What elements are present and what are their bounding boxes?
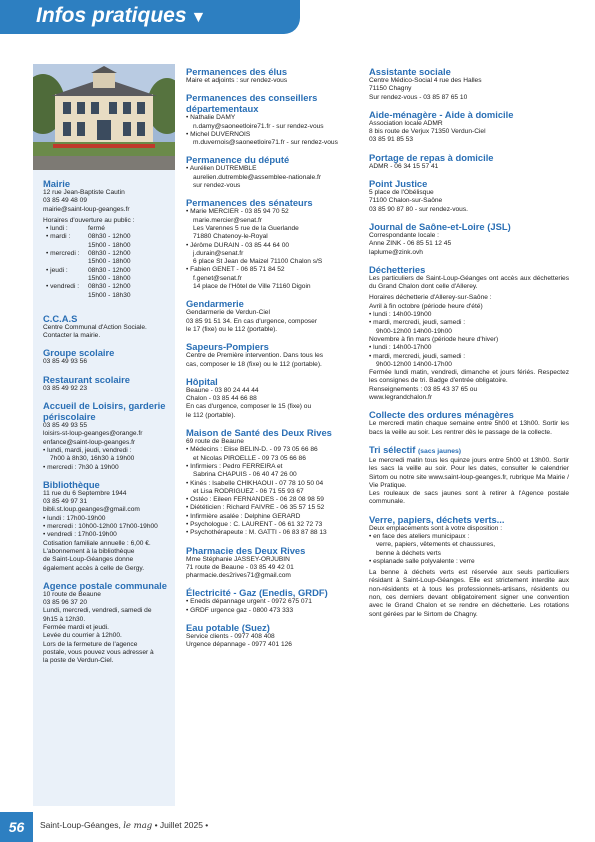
accueil-hours: • mercredi : 7h30 à 19h00: [43, 463, 119, 471]
mairie-hours-title: Horaires d'ouverture au public :: [43, 216, 135, 224]
section-decheteries: [369, 264, 569, 402]
maison-sante-line: • Ostéo : Eileen FERNANDES - 06 28 08 98 59: [186, 496, 324, 504]
agence-line: Lundi, mercredi, vendredi, samedi de: [43, 607, 152, 615]
decheteries-line: Horaires déchetterie d'Allerey-sur-Saône :: [369, 294, 492, 302]
agence-line: postale, vous pouvez vous adresser à: [43, 648, 154, 656]
groupe-scolaire-heading: Groupe scolaire: [43, 347, 115, 359]
eau-line: Urgence dépannage - 0977 401 126: [186, 641, 292, 649]
depute-heading: Permanence du député: [186, 154, 290, 166]
agence-line: 10 route de Beaune: [43, 590, 101, 598]
maison-sante-line: • Kinés : Isabelle CHIKHAOUI - 07 78 10 50 04: [186, 479, 324, 487]
decheteries-line: Avril à fin octobre (période heure d'été): [369, 302, 483, 310]
eau-line: Service clients - 0977 408 408: [186, 633, 275, 641]
maison-sante-line: Sabrina CHAPUIS - 06 40 47 26 00: [193, 471, 297, 479]
maison-sante-line: • Médecins : Elise BELIN-D. - 09 73 05 66 86: [186, 446, 318, 454]
pharmacie-heading: Pharmacie des Deux Rives: [186, 544, 306, 556]
assistante-line: 71150 Chagny: [369, 85, 412, 93]
pharmacie-email[interactable]: pharmacie.des2rives71@gmail.com: [186, 572, 291, 580]
section-electricite: [186, 587, 360, 615]
restaurant-phone: 03 85 49 92 23: [43, 384, 87, 392]
pharmacie-line: 71 route de Beaune - 03 85 49 42 01: [186, 563, 294, 571]
section-journal: [369, 221, 569, 257]
section-ccas: [43, 313, 169, 341]
senateurs-line: • Fabien GENET - 06 85 71 84 52: [186, 266, 285, 274]
decheteries-line: Novembre à fin mars (période heure d'hiver): [369, 335, 499, 343]
aide-heading: Aide-ménagère - Aide à domicile: [369, 108, 514, 120]
verre-line: Deux emplacements sont à votre disposition :: [369, 524, 503, 532]
hopital-heading: Hôpital: [186, 375, 218, 387]
journal-heading: Journal de Saône-et-Loire (JSL): [369, 220, 511, 232]
mairie-heading: Mairie: [43, 178, 71, 189]
senateurs-line: Les Varennes 5 rue de la Guerlande: [193, 224, 299, 232]
footer-town: Saint-Loup-Géanges,: [40, 820, 121, 830]
verre-line: verre, papiers, vêtements et chaussures,: [376, 541, 496, 549]
senateurs-line: • Jérôme DURAIN - 03 85 44 64 00: [186, 241, 290, 249]
agence-line: la poste de Verdun-Ciel.: [43, 657, 114, 665]
senateurs-heading: Permanences des sénateurs: [186, 197, 313, 209]
triangle-down-icon: ▼: [190, 9, 207, 26]
section-senateurs: [186, 197, 360, 291]
decheteries-line: • lundi : 14h00-19h00: [369, 311, 432, 319]
decheteries-line: • mardi, mercredi, jeudi, samedi :: [369, 319, 466, 327]
mairie-hours-table: [43, 225, 169, 300]
ccas-line: Centre Communal d'Action Sociale.: [43, 323, 147, 331]
hours-day: • lundi :: [46, 225, 68, 233]
hopital-line: le 112 (portable).: [186, 411, 236, 419]
ccas-line: Contacter la mairie.: [43, 332, 101, 340]
decheteries-website-link[interactable]: www.legrandchalon.fr: [369, 394, 433, 402]
hopital-line: Beaune - 03 80 24 44 44: [186, 386, 259, 394]
footer-date: • Juillet 2025 •: [154, 820, 209, 830]
section-tri-selectif: [369, 444, 569, 507]
depute-line: sur rendez-vous: [193, 182, 241, 190]
footer-mag-logo: le mag: [123, 821, 153, 831]
hours-time: 15h00 - 18h00: [88, 258, 131, 266]
accueil-email[interactable]: loisirs-st-loup-geanges@orange.fr: [43, 430, 143, 438]
senateurs-line: • Marie MERCIER - 03 85 94 70 52: [186, 208, 289, 216]
hours-time: 08h30 - 12h00: [88, 266, 131, 274]
bibliotheque-line: également accès à celle de Gergy.: [43, 564, 145, 572]
mairie-phone: 03 85 49 48 09: [43, 197, 87, 205]
column-left: [33, 64, 175, 806]
bibliotheque-line: de Saint-Loup-Géanges donne: [43, 556, 134, 564]
maison-sante-line: et Nicolas PIROELLE - 09 73 05 66 86: [193, 454, 306, 462]
section-gendarmerie: [186, 298, 360, 334]
section-hopital: [186, 376, 360, 420]
eau-heading: Eau potable (Suez): [186, 622, 270, 634]
verre-heading: Verre, papiers, déchets verts...: [369, 513, 505, 525]
bibliotheque-line: • lundi : 17h00-19h00: [43, 514, 106, 522]
column-right: [369, 66, 569, 626]
mairie-address: 12 rue Jean-Baptiste Cautin: [43, 189, 125, 196]
decheteries-intro: Les particuliers de Saint-Loup-Géanges ont accès aux déchetteries du Grand Chalon dont celle d'Allerey.: [369, 274, 569, 291]
pompiers-heading: Sapeurs-Pompiers: [186, 341, 269, 353]
bibliotheque-line: Cotisation familiale annuelle : 6,00 €.: [43, 539, 151, 547]
restaurant-heading: Restaurant scolaire: [43, 373, 131, 385]
agence-line: 9h15 à 12h30.: [43, 615, 86, 623]
section-pharmacie: [186, 545, 360, 581]
elus-heading: Permanences des élus: [186, 66, 288, 77]
tri-text: Les rouleaux de sacs jaunes sont à retirer à l'Agence postale communale.: [369, 490, 569, 506]
point-justice-line: 5 place de l'Obélisque: [369, 189, 434, 197]
hours-day: • jeudi :: [46, 266, 68, 274]
tri-text: Le mercredi matin tous les quinze jours entre 5h00 et 13h00. Sortir les sacs la veille au soir. Pour les dates, consulter le calendrier Sirtom ou notre site www.saint-loup-geanges.fr, rubrique Ma Mairie / Vie Pratique.: [369, 456, 569, 489]
conseillers-line: • Michel DUVERNOIS: [186, 130, 251, 138]
ccas-heading: C.C.A.S: [43, 312, 78, 324]
hours-day: • mardi :: [46, 233, 71, 241]
accueil-heading: Accueil de Loisirs, garderie: [43, 400, 166, 412]
section-groupe-scolaire: [43, 347, 169, 366]
electricite-line: • Enedis dépannage urgent - 0972 675 071: [186, 598, 312, 606]
journal-line: Correspondante locale :: [369, 231, 440, 239]
senateurs-email[interactable]: f.genet@senat.fr: [193, 274, 242, 282]
decheteries-line: 9h00-12h00 14h00-19h00: [376, 327, 452, 335]
hours-time: 15h00 - 18h00: [88, 241, 131, 249]
bibliotheque-line: L'abonnement à la bibliothèque: [43, 547, 135, 555]
conseillers-line: • Nathalie DAMY: [186, 114, 236, 122]
depute-line: • Aurélien DUTREMBLE: [186, 165, 257, 173]
hours-day: [46, 242, 88, 250]
hours-time: fermé: [88, 225, 105, 233]
assistante-line: Centre Médico-Social 4 rue des Halles: [369, 77, 482, 84]
senateurs-line: 6 place St Jean de Maizel 71100 Chalon s/S: [193, 258, 323, 266]
aide-line: Association locale ADMR: [369, 119, 443, 127]
maison-sante-line: • Diététicien : Richard FAIVRE - 06 35 57 15 52: [186, 504, 325, 512]
agence-line: Fermée mardi et jeudi.: [43, 623, 109, 631]
section-aide-menagere: [369, 109, 569, 145]
hours-time: 15h00 - 18h00: [88, 274, 131, 282]
bibliotheque-line: 11 rue du 6 Septembre 1944: [43, 489, 127, 497]
tri-title: Tri sélectif: [369, 443, 416, 455]
column-middle: [186, 66, 360, 657]
hours-day: [46, 258, 88, 266]
maison-sante-line: • Infirmière asalée : Delphine GERARD: [186, 512, 301, 520]
section-depute: [186, 154, 360, 190]
maison-sante-line: • Psychothérapeute : M. GATTI - 06 83 87 88 13: [186, 529, 327, 537]
bibliotheque-line: 03 85 49 97 31: [43, 498, 87, 506]
maison-sante-line: et Lisa RODRIGUEZ - 06 71 55 93 67: [193, 487, 304, 495]
decheteries-heading: Déchetteries: [369, 263, 426, 275]
gendarmerie-line: le 17 (fixe) ou le 112 (portable).: [186, 325, 278, 333]
senateurs-email[interactable]: j.durain@senat.fr: [193, 249, 244, 257]
gendarmerie-line: Gendarmerie de Verdun-Ciel: [186, 309, 270, 317]
senateurs-line: 14 place de l'Hôtel de Ville 71160 Digoin: [193, 283, 311, 291]
hopital-line: En cas d'urgence, composer le 15 (fixe) ou: [186, 403, 312, 411]
hours-day: [46, 275, 88, 283]
page-footer: [0, 812, 595, 842]
town-hall-photo: [33, 64, 175, 170]
point-justice-line: 71100 Chalon-sur-Saône: [369, 197, 443, 205]
section-bibliotheque: [43, 479, 169, 573]
section-eau: [186, 622, 360, 650]
section-conseillers: [186, 92, 360, 147]
decheteries-line: • lundi : 14h00-17h00: [369, 344, 432, 352]
section-point-justice: [369, 178, 569, 214]
maison-sante-line: • Psychologue : C. LAURENT - 06 61 32 72 73: [186, 520, 323, 528]
bibliotheque-line: • mercredi : 10h00-12h00 17h00-19h00: [43, 523, 158, 531]
maison-sante-line: 69 route de Beaune: [186, 438, 244, 446]
hours-day: [46, 292, 88, 300]
accueil-heading-2: périscolaire: [43, 411, 96, 423]
decheteries-line: 9h00-12h00 14h00-17h00: [376, 360, 452, 368]
tri-subtitle: (sacs jaunes): [418, 447, 462, 455]
electricite-line: • GRDF urgence gaz - 0800 473 333: [186, 606, 294, 614]
bibliotheque-email[interactable]: bibli.st.loup.geanges@gmail.com: [43, 506, 140, 514]
bibliotheque-line: • vendredi : 17h00-19h00: [43, 531, 117, 539]
accueil-email[interactable]: enfance@saint-loup-geanges.fr: [43, 438, 136, 446]
tri-heading: [369, 444, 569, 457]
journal-email[interactable]: laplume@zink.ovh: [369, 248, 423, 256]
conseillers-heading-2: départementaux: [186, 103, 259, 115]
section-elus: [186, 66, 360, 85]
repas-line: ADMR - 06 34 15 57 41: [369, 162, 439, 170]
decheteries-outro: Fermée lundi matin, vendredi, dimanche et jours fériés. Respectez les consignes de tri. Badge d'entrée obligatoire.: [369, 369, 569, 385]
senateurs-email[interactable]: marie.mercier@senat.fr: [193, 216, 262, 224]
hours-day: • vendredi :: [46, 283, 80, 291]
hours-day: • mercredi :: [46, 250, 80, 258]
footer-text: [40, 820, 208, 831]
hours-time: 08h30 - 12h00: [88, 250, 131, 258]
page-number: 56: [0, 812, 33, 842]
verre-text: La benne à déchets verts est réservée aux seuls particuliers résidant à Saint-Loup-Géanges. Elle est strictement interdite aux non-résidents et à tous les professionnels-artisans, résidents ou non, ces derniers devant obligatoirement signer une convention avec le Grand Chalon et se rendre en déchetterie. Les rotations sont gérées par le Sirtom de Chagny.: [369, 569, 569, 618]
page-title: Infos pratiques ▼: [36, 4, 207, 27]
section-agence-postale: [43, 580, 169, 666]
pompiers-line: cas, composer le 18 (fixe) ou le 112 (portable).: [186, 360, 322, 368]
section-portage-repas: [369, 152, 569, 171]
section-accueil-loisirs: [43, 400, 169, 472]
bibliotheque-heading: Bibliothèque: [43, 478, 100, 490]
point-justice-heading: Point Justice: [369, 178, 428, 190]
maison-sante-heading: Maison de Santé des Deux Rives: [186, 427, 332, 439]
point-justice-line: 03 85 90 87 80 - sur rendez-vous.: [369, 205, 468, 213]
section-maison-sante: [186, 427, 360, 538]
section-collecte: [369, 409, 569, 437]
elus-line: Maire et adjoints : sur rendez-vous: [186, 77, 288, 84]
collecte-text: Le mercredi matin chaque semaine entre 5h00 et 13h00. Sortir les bacs la veille au soir. Les rentrer dès le passage de la collecte.: [369, 420, 569, 436]
section-pompiers: [186, 341, 360, 369]
verre-line: • esplanade salle polyvalente : verre: [369, 557, 475, 565]
electricite-heading: Électricité - Gaz (Enedis, GRDF): [186, 587, 328, 599]
conseillers-email[interactable]: n.damy@saoneetloire71.fr - sur rendez-vous: [193, 122, 324, 130]
accueil-phone: 03 85 49 93 55: [43, 422, 87, 430]
hours-time: 08h30 - 12h00: [88, 233, 131, 241]
mairie-email[interactable]: mairie@saint-loup-geanges.fr: [43, 205, 130, 213]
repas-heading: Portage de repas à domicile: [369, 151, 494, 163]
agence-line: Levée du courrier à 12h00.: [43, 632, 122, 640]
conseillers-email[interactable]: m.duvernois@saoneetloire71.fr - sur rendez-vous: [193, 139, 338, 147]
agence-line: 03 85 96 37 20: [43, 599, 87, 607]
groupe-scolaire-phone: 03 85 49 93 56: [43, 358, 87, 366]
hours-time: 08h30 - 12h00: [88, 283, 131, 291]
verre-line: benne à déchets verts: [376, 549, 441, 557]
gendarmerie-heading: Gendarmerie: [186, 298, 244, 310]
journal-line: Anne ZINK - 06 85 51 12 45: [369, 240, 452, 248]
agence-line: Lors de la fermeture de l'agence: [43, 640, 138, 648]
aide-line: 03 85 91 85 53: [369, 136, 413, 144]
decheteries-renseignements: Renseignements : 03 85 43 37 65 ou: [369, 385, 478, 393]
hopital-line: Chalon - 03 85 44 66 88: [186, 395, 257, 403]
accueil-hours: 7h00 à 8h30, 16h30 à 19h00: [50, 455, 135, 463]
pompiers-line: Centre de Première intervention. Dans tous les: [186, 352, 324, 360]
section-assistante-sociale: [369, 66, 569, 102]
decheteries-line: • mardi, mercredi, jeudi, samedi :: [369, 352, 466, 360]
verre-line: • en face des ateliers municipaux :: [369, 532, 470, 540]
conseillers-heading: Permanences des conseillers: [186, 92, 318, 104]
hours-time: 15h00 - 18h30: [88, 291, 131, 299]
gendarmerie-line: 03 85 91 51 34. En cas d'urgence, composer: [186, 317, 318, 325]
header-banner: [0, 0, 300, 34]
senateurs-line: 71880 Chatenoy-le-Royal: [193, 233, 268, 241]
collecte-heading: Collecte des ordures ménagères: [369, 409, 514, 421]
maison-sante-line: • Infirmiers : Pedro FERREIRA et: [186, 462, 283, 470]
pharmacie-line: Mme Stéphanie JASSEY-ORJUBIN: [186, 555, 290, 563]
depute-email[interactable]: aurelien.dutremble@assemblee-nationale.fr: [193, 173, 322, 181]
aide-line: 8 bis route de Verjux 71350 Verdun-Ciel: [369, 128, 486, 136]
assistante-heading: Assistante sociale: [369, 66, 451, 77]
assistante-line: Sur rendez-vous - 03 85 87 65 10: [369, 93, 468, 101]
section-verre-papiers: [369, 514, 569, 619]
section-mairie: [43, 178, 169, 300]
accueil-hours: • lundi, mardi, jeudi, vendredi :: [43, 446, 132, 454]
section-restaurant: [43, 374, 169, 393]
agence-heading: Agence postale communale: [43, 579, 167, 591]
